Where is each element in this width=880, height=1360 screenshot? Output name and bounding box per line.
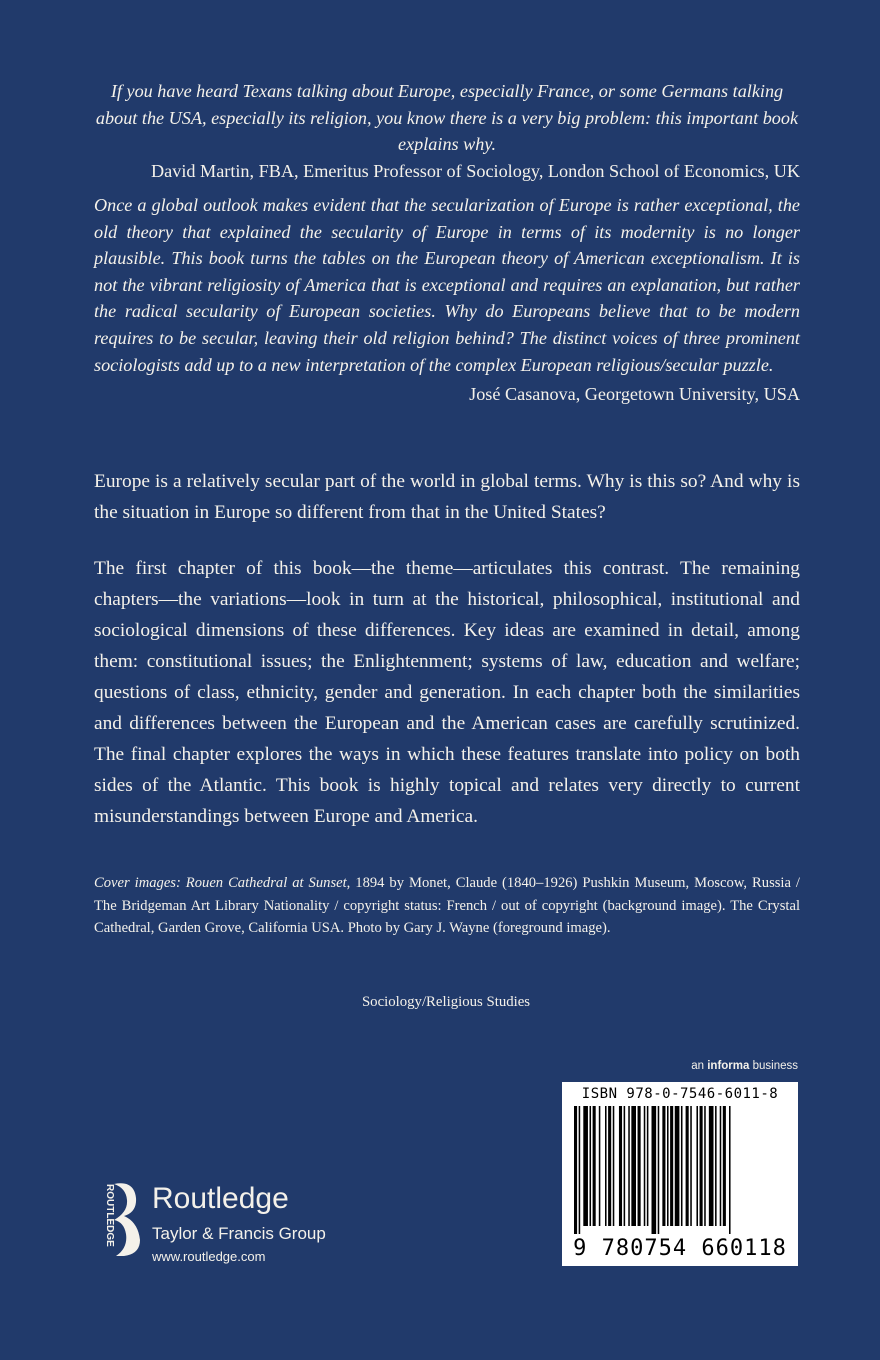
routledge-logo-icon (94, 1178, 146, 1258)
cover-image-credits (94, 872, 800, 940)
informa-brand: informa (707, 1060, 750, 1072)
quote-attribution: José Casanova, Georgetown University, USA (469, 384, 800, 405)
publisher-group: Taylor & Francis Group (152, 1224, 326, 1243)
description-paragraph-2 (94, 553, 800, 832)
subject-category: Sociology/Religious Studies (361, 994, 531, 1010)
description-text: The first chapter of this book—the theme—articulates this contrast. The remaining chapters—the variations—look in turn at the historical, philosophical, institutional and sociological dimensions of these differences. Key ideas are examined in detail, among them: constitutional issues; the Enlightenment; systems of law, education and welfare; questions of class, ethnicity, gender and generation. In each chapter both the similarities and differences between the European and the American cases are carefully scrutinized. The final chapter explores the ways in which these features translate into policy on both sides of the Atlantic. This book is highly topical and relates very directly to current misunderstandings between Europe and America. (94, 558, 800, 827)
description-paragraph-1 (94, 466, 800, 528)
quote-text: Once a global outlook makes evident that the secularization of Europe is rather exceptional, the old theory that explained the secularity of Europe in terms of its modernity is no longer plausible. This book turns the tables on the European theory of American exceptionalism. It is not the vibrant religiosity of America that is exceptional and requires an explanation, but rather the radical secularity of European societies. Why do Europeans believe that to be modern requires to be secular, leaving their old religion behind? The distinct voices of three prominent sociologists add up to a new interpretation of the complex European religious/secular puzzle. (94, 195, 800, 375)
publisher-name: Routledge (152, 1182, 289, 1215)
credits-label: Cover images: Rouen Cathedral at Sunset (94, 875, 347, 891)
quote-attribution: David Martin, FBA, Emeritus Professor of Sociology, London School of Economics, UK (151, 160, 800, 181)
isbn-label: ISBN 978-0-7546-6011-8 (581, 1086, 779, 1102)
isbn-digits: 9 780754 660118 (573, 1236, 787, 1261)
logo-wordmark: ROUTLEDGE (104, 1184, 115, 1247)
endorsement-quote-1 (94, 78, 800, 184)
publisher-url: www.routledge.com (152, 1249, 266, 1264)
quote-text: If you have heard Texans talking about Europe, especially France, or some Germans talking about the USA, especially its religion, you know there is a very big problem: this important book explains why. (95, 81, 799, 155)
isbn-barcode (562, 1082, 798, 1266)
informa-tagline (691, 1060, 798, 1072)
publisher-block (94, 1178, 424, 1278)
description-text: Europe is a relatively secular part of the world in global terms. Why is this so? And why is the situation in Europe so different from that in the United States? (94, 471, 800, 523)
informa-prefix: an (691, 1060, 705, 1072)
endorsement-quote-2 (94, 192, 800, 408)
barcode-icon (572, 1106, 788, 1234)
credits-text: , 1894 by Monet, Claude (1840–1926) Pushkin Museum, Moscow, Russia / The Bridgeman Art Library Nationality / copyright status: French / out of copyright (background image). The Crystal Cathedral, Garden Grove, California USA. Photo by Gary J. Wayne (foreground image). (94, 875, 800, 937)
informa-suffix: business (752, 1060, 798, 1072)
